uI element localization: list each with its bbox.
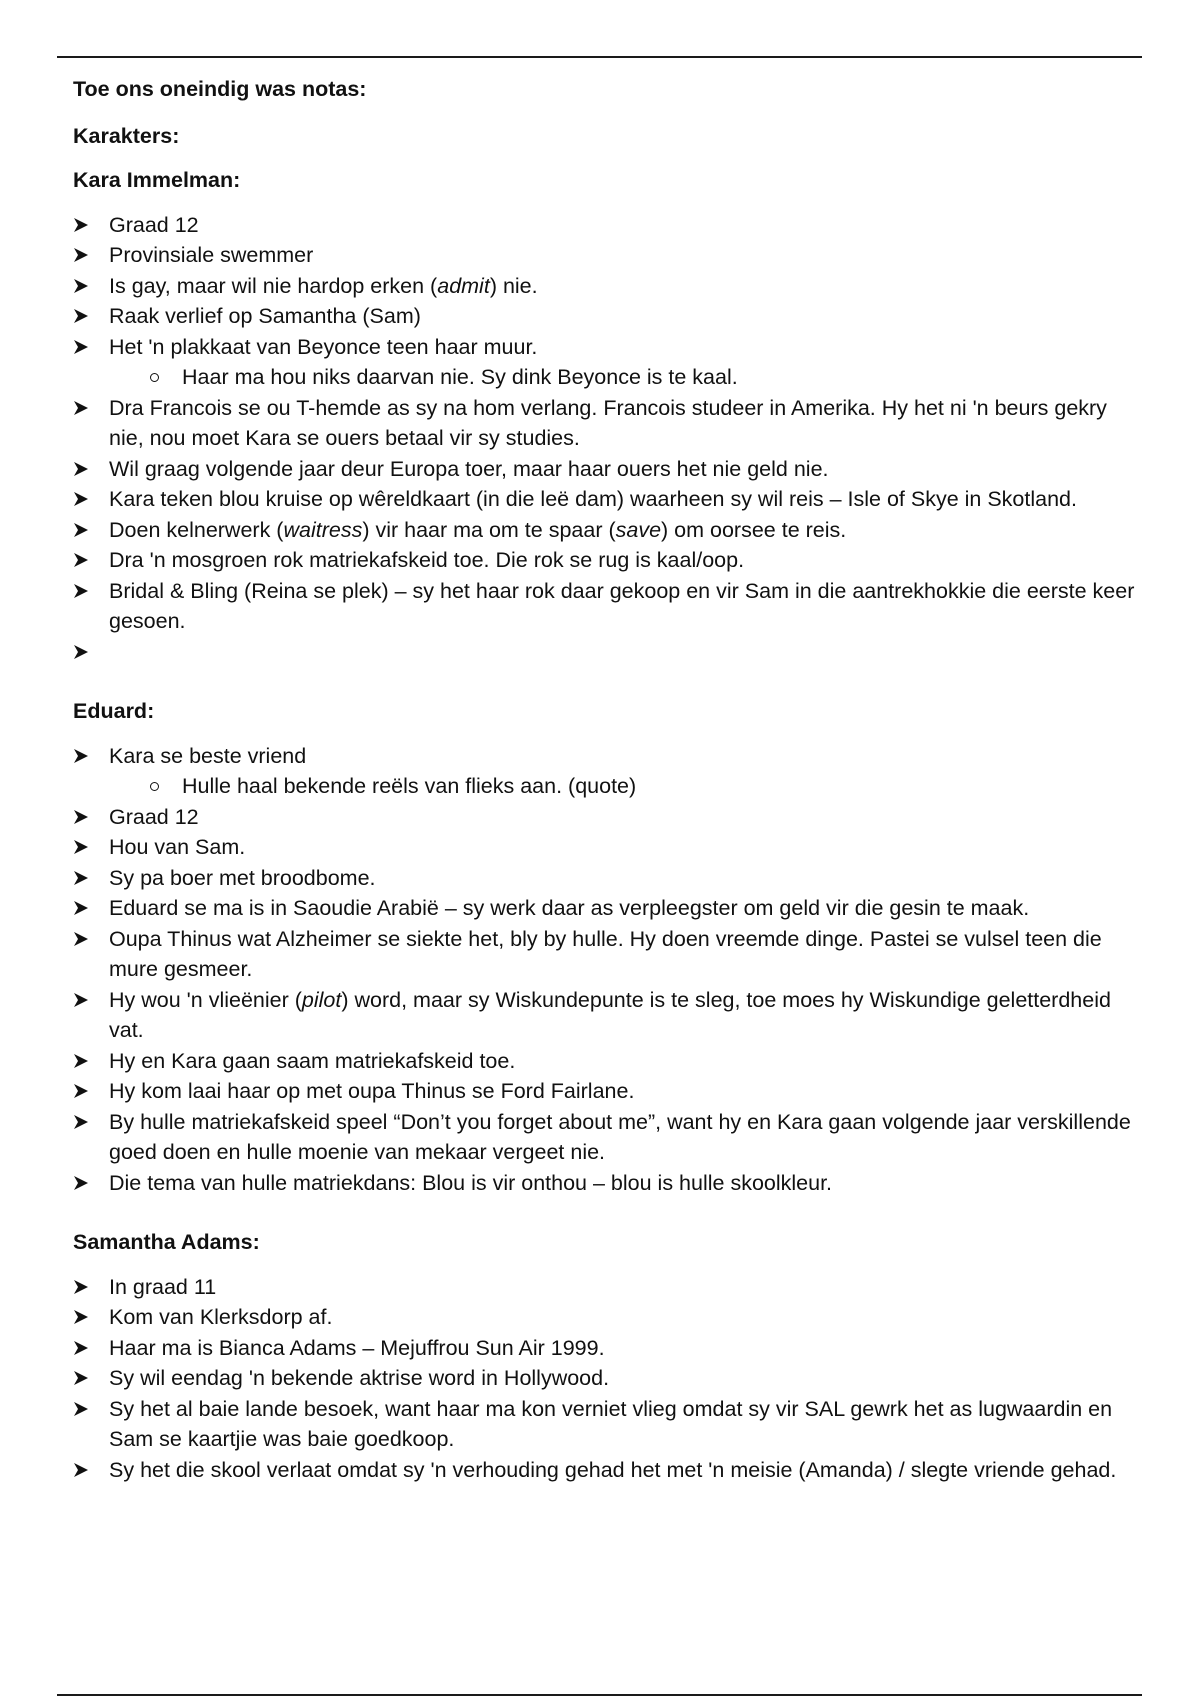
list-item-text: Graad 12 <box>109 804 199 829</box>
list-item-text: Dra 'n mosgroen rok matriekafskeid toe. Die rok se rug is kaal/oop. <box>109 548 745 572</box>
list-item <box>73 332 1135 363</box>
arrow-bullet-icon <box>73 1394 93 1424</box>
arrow-bullet-icon <box>73 1272 93 1302</box>
list-item-text: Wil graag volgende jaar deur Europa toer, maar haar ouers het nie geld nie. <box>109 456 829 481</box>
list-item <box>73 393 1135 454</box>
list-item <box>73 210 1135 241</box>
sections-container <box>73 165 1135 1485</box>
arrow-bullet-icon <box>73 1363 93 1393</box>
list-item-text: Sy wil eendag 'n bekende aktrise word in Hollywood. <box>109 1366 610 1390</box>
document-body <box>73 66 1135 1485</box>
section-heading: Kara Immelman: <box>73 168 241 192</box>
list-item-text: Sy pa boer met broodbome. <box>109 865 376 890</box>
list-item <box>73 832 1135 863</box>
list-item-text: Sy het die skool verlaat omdat sy 'n verhouding gehad het met 'n meisie (Amanda) / slegte vriende gehad. <box>109 1457 1117 1482</box>
list-item-text: Is gay, maar wil nie hardop erken (admit) nie. <box>109 273 538 298</box>
list-item <box>73 1076 1135 1107</box>
list-item <box>73 1168 1135 1199</box>
list-item <box>73 271 1135 302</box>
list-item-text: Hy en Kara gaan saam matriekafskeid toe. <box>109 1048 516 1073</box>
list-item <box>73 484 1135 515</box>
arrow-bullet-icon <box>73 301 93 331</box>
list-item-text: Raak verlief op Samantha (Sam) <box>109 304 421 328</box>
list-item <box>73 637 1135 668</box>
list-item <box>73 1333 1135 1364</box>
arrow-bullet-icon <box>73 484 93 514</box>
arrow-bullet-icon <box>73 1302 93 1332</box>
top-rule <box>57 56 1142 58</box>
circle-bullet-icon <box>150 373 159 382</box>
list-item-text: Graad 12 <box>109 212 199 237</box>
arrow-bullet-icon <box>73 863 93 893</box>
arrow-bullet-icon <box>73 893 93 923</box>
list-item <box>73 741 1135 772</box>
list-item <box>73 1455 1135 1486</box>
list-item-text: Kom van Klerksdorp af. <box>109 1305 333 1329</box>
sub-list-item <box>73 362 1135 393</box>
list-item-text: Bridal & Bling (Reina se plek) – sy het haar rok daar gekoop en vir Sam in die aantrekhokkie die eerste keer gesoen. <box>109 578 1135 633</box>
list-item-text: Het 'n plakkaat van Beyonce teen haar muur. <box>109 334 538 359</box>
arrow-bullet-icon <box>73 393 93 423</box>
arrow-bullet-icon <box>73 1168 93 1198</box>
list-item <box>73 1107 1135 1168</box>
arrow-bullet-icon <box>73 1333 93 1363</box>
list-item-text: Doen kelnerwerk (waitress) vir haar ma om te spaar (save) om oorsee te reis. <box>109 517 847 542</box>
list-item-text: In graad 11 <box>109 1274 217 1299</box>
list-item-text: Kara teken blou kruise op wêreldkaart (in die leë dam) waarheen sy wil reis – Isle of Skye in Skotland. <box>109 487 1077 511</box>
list-item-text: Dra Francois se ou T-hemde as sy na hom verlang. Francois studeer in Amerika. Hy het ni 'n beurs gekry nie, nou moet Kara se ouers betaal vir sy studies. <box>109 395 1107 450</box>
list-item-text: Eduard se ma is in Saoudie Arabië – sy werk daar as verpleegster om geld vir die gesin te maak. <box>109 896 1030 920</box>
list-item <box>73 802 1135 833</box>
arrow-bullet-icon <box>73 515 93 545</box>
arrow-bullet-icon <box>73 637 93 667</box>
list-item <box>73 893 1135 924</box>
list-item <box>73 1394 1135 1455</box>
sub-list-item <box>73 771 1135 802</box>
arrow-bullet-icon <box>73 271 93 301</box>
list-item <box>73 1302 1135 1333</box>
list-item <box>73 985 1135 1046</box>
list-item-text: Haar ma hou niks daarvan nie. Sy dink Beyonce is te kaal. <box>182 365 738 389</box>
arrow-bullet-icon <box>73 240 93 270</box>
bottom-rule <box>57 1694 1142 1696</box>
arrow-bullet-icon <box>73 576 93 606</box>
list-item <box>73 924 1135 985</box>
arrow-bullet-icon <box>73 454 93 484</box>
list-item-text: Hulle haal bekende reëls van flieks aan. (quote) <box>182 774 637 798</box>
characters-heading: Karakters: <box>73 123 180 148</box>
bullet-list <box>73 741 1135 1199</box>
list-item-text: Oupa Thinus wat Alzheimer se siekte het, bly by hulle. Hy doen vreemde dinge. Pastei se vulsel teen die mure gesmeer. <box>109 926 1102 981</box>
list-item-text: Sy het al baie lande besoek, want haar ma kon verniet vlieg omdat sy vir SAL gewrk het as lugwaardin en Sam se kaartjie was baie goedkoop. <box>109 1396 1113 1451</box>
bullet-list <box>73 210 1135 668</box>
circle-bullet-icon <box>150 782 159 791</box>
list-item-text: Hou van Sam. <box>109 835 246 859</box>
section-heading: Samantha Adams: <box>73 1230 260 1254</box>
list-item <box>73 576 1135 637</box>
arrow-bullet-icon <box>73 985 93 1015</box>
arrow-bullet-icon <box>73 1455 93 1485</box>
list-item-text: Hy wou 'n vlieënier (pilot) word, maar sy Wiskundepunte is te sleg, toe moes hy Wiskundige geletterdheid vat. <box>109 987 1111 1042</box>
arrow-bullet-icon <box>73 1076 93 1106</box>
arrow-bullet-icon <box>73 545 93 575</box>
list-item-text: Provinsiale swemmer <box>109 243 314 267</box>
arrow-bullet-icon <box>73 1107 93 1137</box>
bullet-list <box>73 1272 1135 1486</box>
list-item <box>73 1046 1135 1077</box>
list-item-text: By hulle matriekafskeid speel “Don’t you forget about me”, want hy en Kara gaan volgende jaar verskillende goed doen en hulle moenie van mekaar vergeet nie. <box>109 1109 1131 1164</box>
arrow-bullet-icon <box>73 210 93 240</box>
arrow-bullet-icon <box>73 741 93 771</box>
list-item <box>73 863 1135 894</box>
list-item <box>73 515 1135 546</box>
list-item-text: Haar ma is Bianca Adams – Mejuffrou Sun Air 1999. <box>109 1335 605 1360</box>
list-item <box>73 454 1135 485</box>
document-title: Toe ons oneindig was notas: <box>73 77 367 101</box>
list-item <box>73 545 1135 576</box>
list-item-text: Hy kom laai haar op met oupa Thinus se Ford Fairlane. <box>109 1079 635 1103</box>
list-item <box>73 240 1135 271</box>
arrow-bullet-icon <box>73 832 93 862</box>
arrow-bullet-icon <box>73 332 93 362</box>
section-heading: Eduard: <box>73 699 155 723</box>
list-item <box>73 1363 1135 1394</box>
list-item <box>73 301 1135 332</box>
list-item <box>73 1272 1135 1303</box>
arrow-bullet-icon <box>73 802 93 832</box>
list-item-text: Die tema van hulle matriekdans: Blou is vir onthou – blou is hulle skoolkleur. <box>109 1170 833 1195</box>
list-item-text: Kara se beste vriend <box>109 743 307 768</box>
arrow-bullet-icon <box>73 1046 93 1076</box>
arrow-bullet-icon <box>73 924 93 954</box>
